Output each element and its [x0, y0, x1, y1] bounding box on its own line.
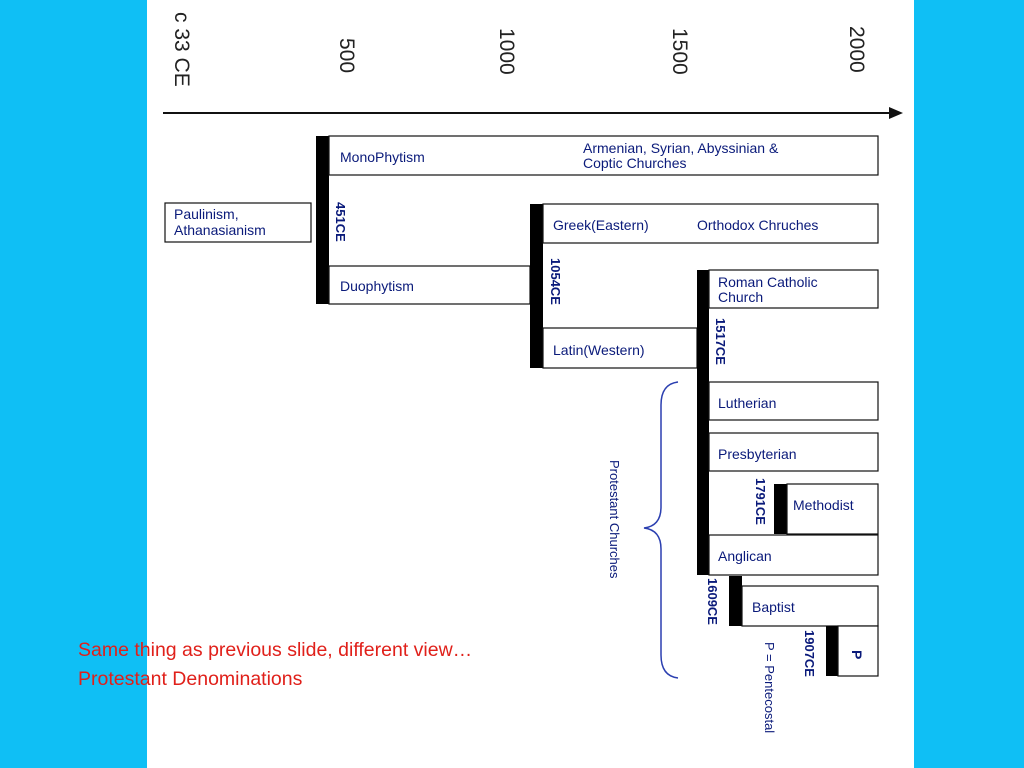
- pentecostal-short-label: P: [849, 650, 865, 660]
- caption-line2: Protestant Denominations: [78, 668, 303, 690]
- date-1517: 1517CE: [713, 318, 728, 365]
- slide-caption: [78, 636, 472, 694]
- axis-tick-33ce: c 33 CE: [170, 12, 193, 87]
- date-1907: 1907CE: [802, 630, 817, 677]
- eastern-churches-line1: Armenian, Syrian, Abyssinian &: [583, 140, 779, 156]
- baptist-label: Baptist: [752, 599, 795, 615]
- split-bar-1609: [729, 576, 742, 626]
- duophytism-label: Duophytism: [340, 278, 414, 294]
- eastern-churches-line2: Coptic Churches: [583, 155, 687, 171]
- greek-label: Greek(Eastern): [553, 217, 649, 233]
- axis-tick-1000: 1000: [495, 28, 518, 75]
- split-bar-451: [316, 136, 329, 304]
- root-label-line2: Athanasianism: [174, 222, 266, 238]
- axis-tick-1500: 1500: [668, 28, 691, 75]
- root-label-line1: Paulinism,: [174, 206, 239, 222]
- lutherian-label: Lutherian: [718, 395, 777, 411]
- caption-line1: Same thing as previous slide, different view…: [78, 639, 473, 661]
- methodist-label: Methodist: [793, 497, 854, 513]
- axis-tick-500: 500: [335, 38, 358, 74]
- protestant-group-label: Protestant Churches: [607, 460, 622, 579]
- axis-tick-2000: 2000: [845, 26, 868, 73]
- date-1791: 1791CE: [753, 478, 768, 525]
- latin-label: Latin(Western): [553, 342, 645, 358]
- split-bar-1054: [530, 204, 543, 368]
- split-bar-1517: [697, 270, 709, 575]
- roman-catholic-line2: Church: [718, 289, 764, 305]
- monophytism-label: MonoPhytism: [340, 149, 425, 165]
- date-451: 451CE: [333, 202, 348, 242]
- split-bar-1791: [774, 484, 787, 534]
- timeline-arrow: [163, 107, 903, 119]
- date-1609: 1609CE: [705, 578, 720, 625]
- roman-catholic-line1: Roman Catholic: [718, 274, 818, 290]
- protestant-bracket: [644, 382, 678, 678]
- presbyterian-label: Presbyterian: [718, 446, 797, 462]
- orthodox-label: Orthodox Chruches: [697, 217, 819, 233]
- date-1054: 1054CE: [548, 258, 563, 305]
- anglican-label: Anglican: [718, 548, 772, 564]
- pentecostal-note: P = Pentecostal: [762, 642, 777, 734]
- split-bar-1907: [826, 626, 838, 676]
